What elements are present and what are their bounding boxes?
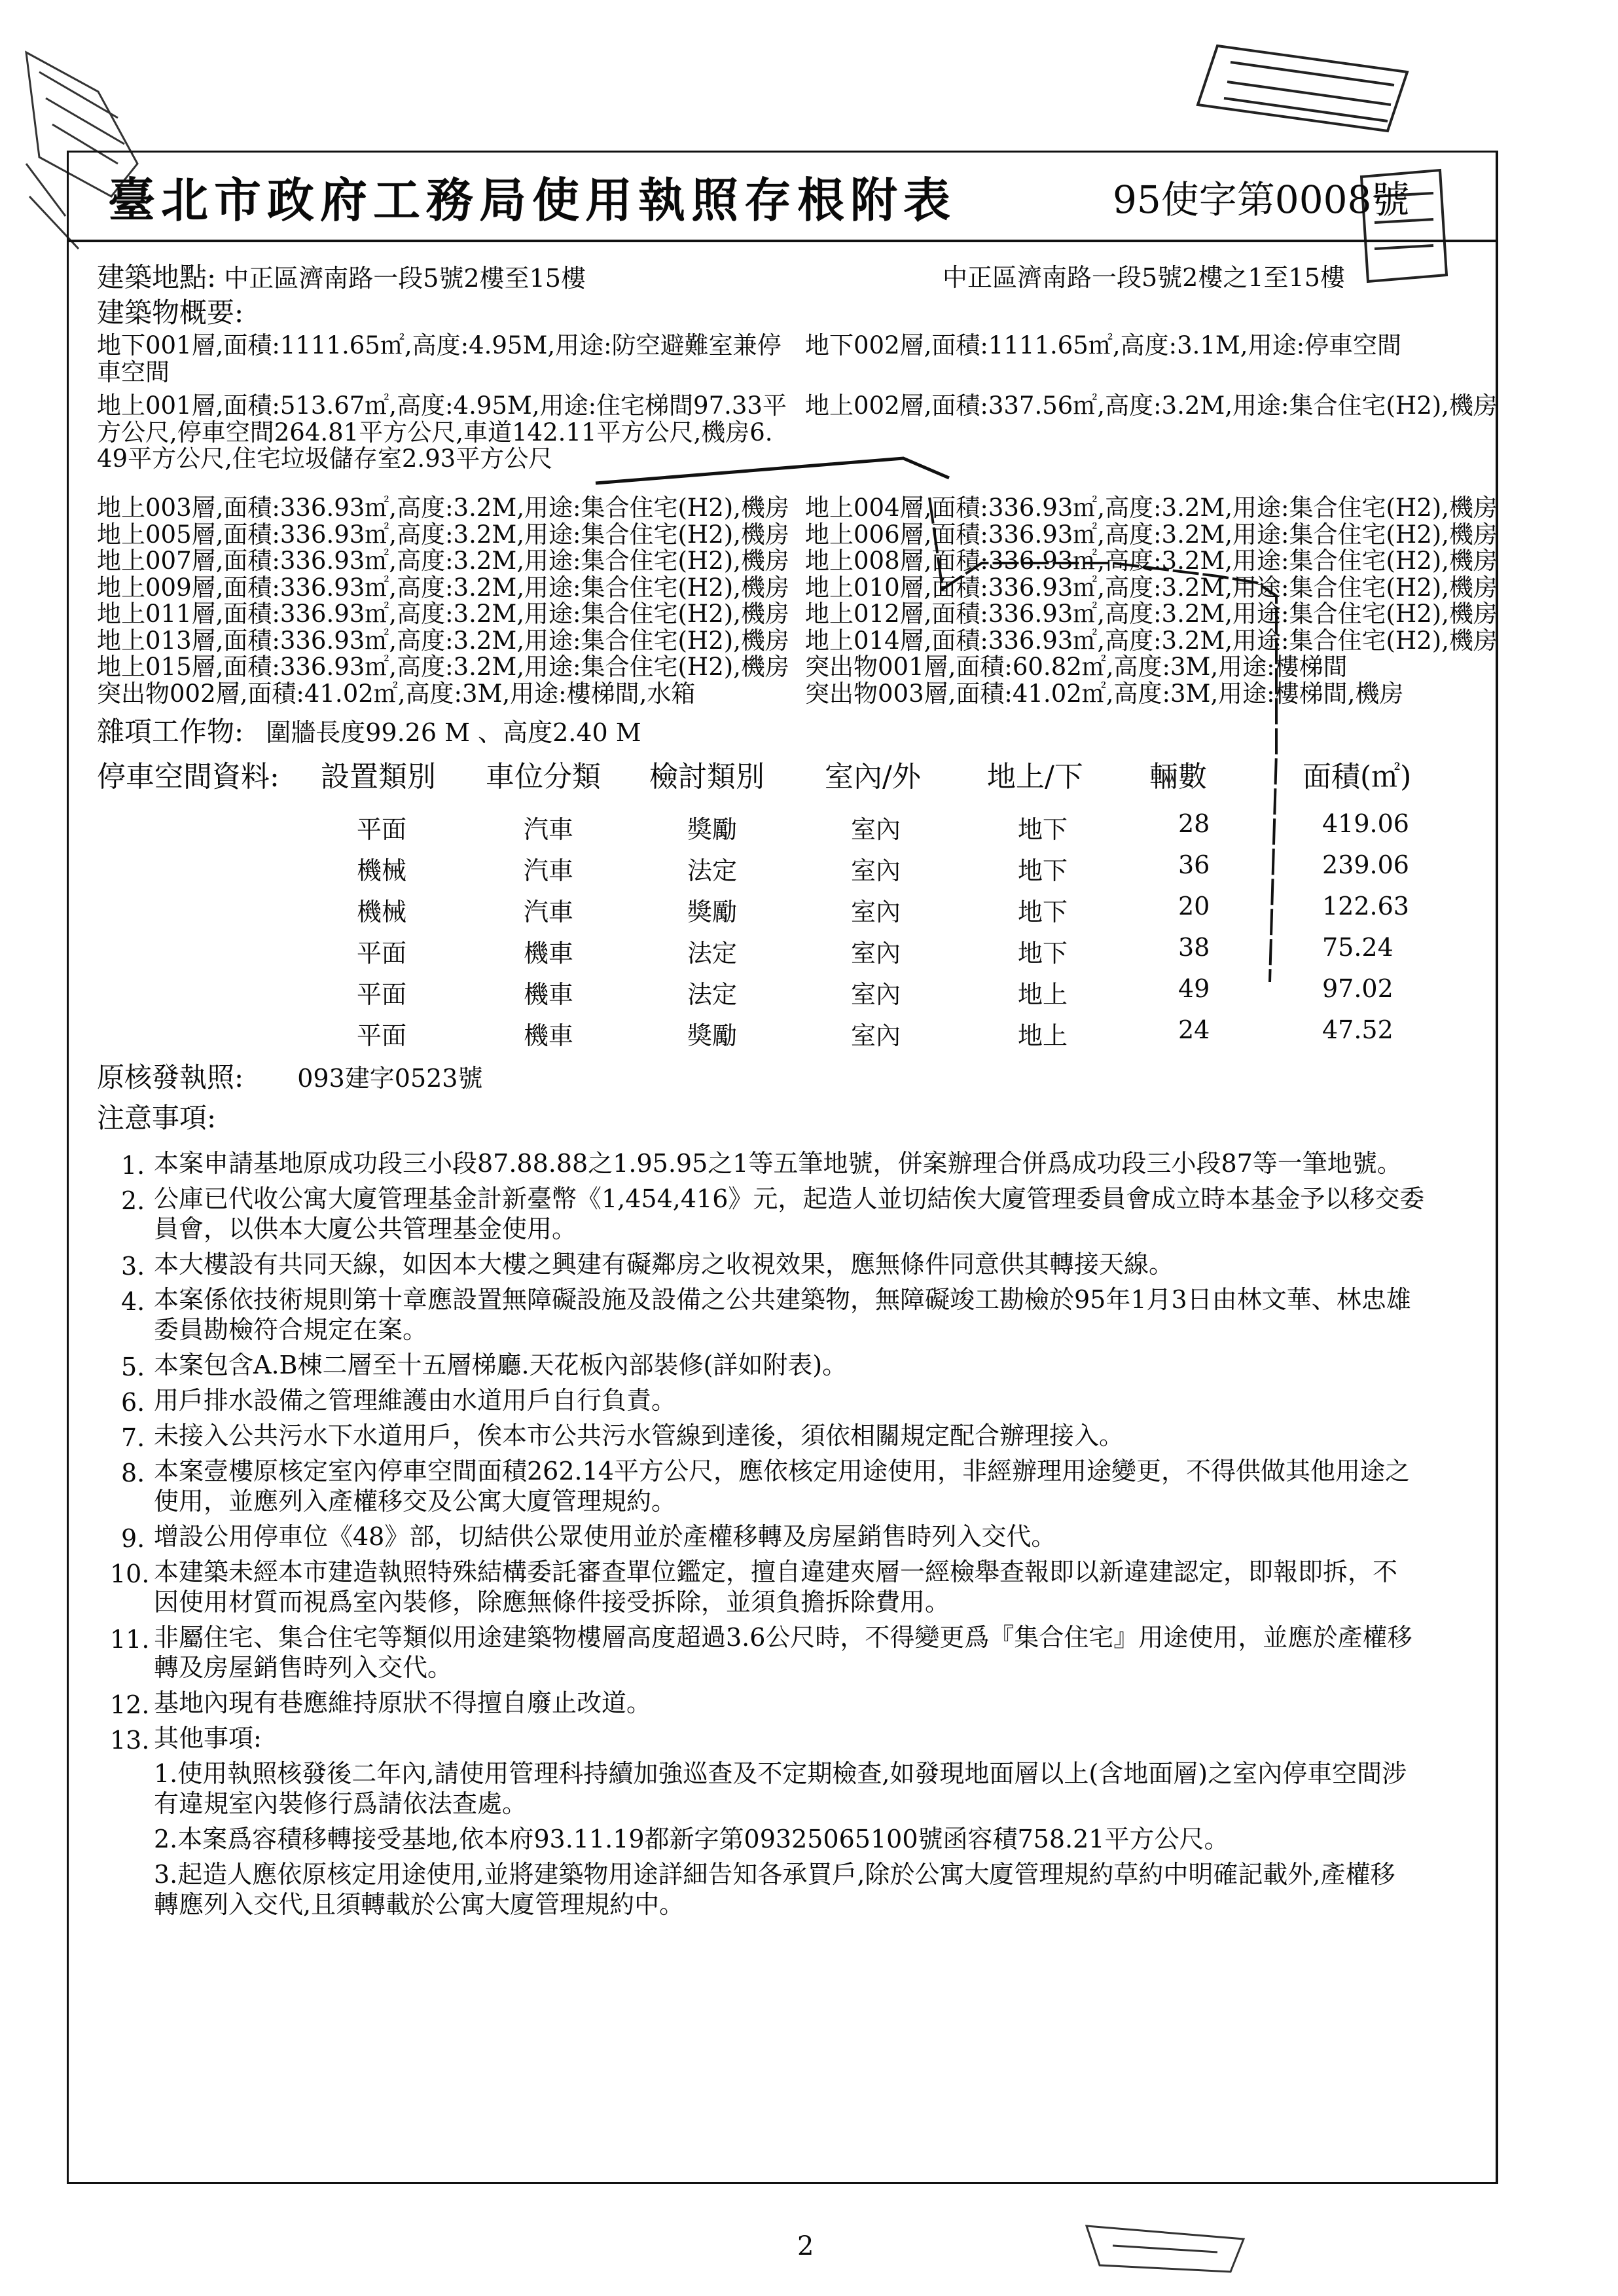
note-number: 2. bbox=[121, 1186, 145, 1215]
parking-cell: 平面 bbox=[357, 1021, 407, 1050]
parking-cell: 獎勵 bbox=[687, 1021, 738, 1050]
note-number: 8. bbox=[121, 1459, 145, 1487]
parking-cell: 獎勵 bbox=[687, 815, 738, 844]
parking-cell: 機械 bbox=[357, 856, 407, 885]
original-permit-row bbox=[97, 1061, 483, 1093]
parking-cell: 法定 bbox=[687, 980, 738, 1009]
floor-entry: 地上010層,面積:336.93㎡,高度:3.2M,用途:集合住宅(H2),機房 bbox=[805, 573, 1498, 602]
parking-cell: 室內 bbox=[851, 939, 901, 968]
note-line: 使用，並應列入產權移交及公寓大廈管理規約。 bbox=[154, 1487, 677, 1516]
parking-cell: 室內 bbox=[851, 1021, 901, 1050]
note-line: 其他事項: bbox=[154, 1724, 262, 1753]
parking-cell: 75.24 bbox=[1322, 933, 1393, 962]
note-line: 公庫已代收公寓大廈管理基金計新臺幣《1,454,416》元，起造人並切結俟大廈管理委員會成立時本基金予以移交委 bbox=[154, 1184, 1425, 1213]
parking-cell: 地上 bbox=[1018, 1021, 1068, 1050]
note-number: 9. bbox=[121, 1524, 145, 1553]
note-line: 本案壹樓原核定室內停車空間面積262.14平方公尺，應依核定用途使用，非經辦理用途變更，不得供做其他用途之 bbox=[154, 1457, 1410, 1485]
parking-cell: 49 bbox=[1178, 974, 1210, 1003]
page-number: 2 bbox=[797, 2231, 814, 2261]
note-line: 未接入公共污水下水道用戶，俟本市公共污水管線到達後，須依相關規定配合辦理接入。 bbox=[154, 1421, 1124, 1450]
original-permit-value: 093建字0523號 bbox=[297, 1064, 483, 1093]
note-line: 員會，以供本大廈公共管理基金使用。 bbox=[154, 1214, 577, 1243]
parking-header: 輛數 bbox=[1149, 760, 1207, 793]
misc-works-value: 圍牆長度99.26 M 、高度2.40 M bbox=[266, 718, 641, 747]
note-line: 本案係依技術規則第十章應設置無障礙設施及設備之公共建築物，無障礙竣工勘檢於95年1月3日由林文華、林忠雄 bbox=[154, 1285, 1411, 1314]
note-number: 13. bbox=[110, 1726, 150, 1755]
note-line: 本大樓設有共同天線，如因本大樓之興建有礙鄰房之收視效果，應無條件同意供其轉接天線。 bbox=[154, 1250, 1174, 1279]
note-line: 用戶排水設備之管理維護由水道用戶自行負責。 bbox=[154, 1386, 677, 1415]
note-number: 6. bbox=[121, 1388, 145, 1417]
note-number: 1. bbox=[121, 1151, 145, 1180]
floor-f1-line: 地上001層,面積:513.67㎡,高度:4.95M,用途:住宅梯間97.33平 bbox=[97, 392, 787, 420]
floor-b1-line: 車空間 bbox=[97, 357, 170, 386]
other-note-line: 有違規室內裝修行爲請依法查處。 bbox=[154, 1789, 528, 1818]
parking-cell: 室內 bbox=[851, 980, 901, 1009]
parking-cell: 97.02 bbox=[1322, 974, 1393, 1003]
note-line: 基地內現有巷應維持原狀不得擅自廢止改道。 bbox=[154, 1688, 652, 1717]
floor-entry: 地上008層,面積:336.93㎡,高度:3.2M,用途:集合住宅(H2),機房 bbox=[805, 547, 1498, 575]
floor-entry: 地上014層,面積:336.93㎡,高度:3.2M,用途:集合住宅(H2),機房 bbox=[805, 626, 1498, 655]
parking-cell: 239.06 bbox=[1322, 850, 1409, 879]
floor-entry: 地上004層,面積:336.93㎡,高度:3.2M,用途:集合住宅(H2),機房 bbox=[805, 494, 1498, 522]
address-right: 中正區濟南路一段5號2樓之1至15樓 bbox=[943, 263, 1345, 292]
parking-cell: 機車 bbox=[524, 939, 574, 968]
parking-cell: 地上 bbox=[1018, 980, 1068, 1009]
note-line: 增設公用停車位《48》部，切結供公眾使用並於產權移轉及房屋銷售時列入交代。 bbox=[154, 1522, 1056, 1551]
floor-b2: 地下002層,面積:1111.65㎡,高度:3.1M,用途:停車空間 bbox=[805, 331, 1402, 359]
note-line: 委員勘檢符合規定在案。 bbox=[154, 1315, 428, 1344]
floor-entry: 地上015層,面積:336.93㎡,高度:3.2M,用途:集合住宅(H2),機房 bbox=[97, 653, 789, 681]
address-row bbox=[97, 261, 586, 293]
other-note-line: 3.起造人應依原核定用途使用,並將建築物用途詳細告知各承買戶,除於公寓大廈管理規約草約中明確記載外,產權移 bbox=[154, 1860, 1395, 1889]
left-floor-list bbox=[97, 495, 789, 707]
parking-cell: 地下 bbox=[1018, 815, 1068, 844]
floor-entry: 地上005層,面積:336.93㎡,高度:3.2M,用途:集合住宅(H2),機房 bbox=[97, 520, 789, 549]
other-note-line: 2.本案爲容積移轉接受基地,依本府93.11.19都新字第09325065100號函容積758.21平方公尺。 bbox=[154, 1825, 1229, 1853]
note-number: 12. bbox=[110, 1690, 150, 1719]
parking-cell: 47.52 bbox=[1322, 1015, 1393, 1044]
bottom-stamp bbox=[1087, 2226, 1244, 2272]
floor-b1 bbox=[97, 333, 782, 386]
parking-header: 車位分類 bbox=[486, 760, 601, 793]
parking-cell: 機械 bbox=[357, 898, 407, 926]
right-floor-list bbox=[805, 495, 1498, 707]
parking-cell: 平面 bbox=[357, 939, 407, 968]
floor-entry: 突出物003層,面積:41.02㎡,高度:3M,用途:樓梯間,機房 bbox=[805, 679, 1404, 708]
parking-cell: 122.63 bbox=[1322, 892, 1409, 920]
document-title: 臺北市政府工務局使用執照存根附表 bbox=[108, 172, 957, 228]
parking-cell: 汽車 bbox=[524, 815, 574, 844]
note-number: 11. bbox=[110, 1625, 150, 1654]
parking-cell: 地下 bbox=[1018, 898, 1068, 926]
floor-f1-line: 49平方公尺,住宅垃圾儲存室2.93平方公尺 bbox=[97, 445, 553, 473]
parking-cell: 法定 bbox=[687, 939, 738, 968]
address-label: 建築地點: bbox=[97, 261, 217, 293]
note-number: 4. bbox=[121, 1287, 145, 1316]
floor-f2: 地上002層,面積:337.56㎡,高度:3.2M,用途:集合住宅(H2),機房 bbox=[805, 392, 1498, 420]
floor-entry: 地上006層,面積:336.93㎡,高度:3.2M,用途:集合住宅(H2),機房 bbox=[805, 520, 1498, 549]
note-line: 本案包含A.B棟二層至十五層梯廳.天花板內部裝修(詳如附表)。 bbox=[154, 1351, 848, 1379]
parking-cell: 地下 bbox=[1018, 856, 1068, 885]
parking-cell: 汽車 bbox=[524, 898, 574, 926]
parking-header: 地上/下 bbox=[987, 760, 1083, 793]
parking-cell: 機車 bbox=[524, 980, 574, 1009]
notes-label: 注意事項: bbox=[97, 1102, 217, 1134]
parking-cell: 室內 bbox=[851, 856, 901, 885]
parking-cell: 室內 bbox=[851, 815, 901, 844]
note-line: 本建築未經本市建造執照特殊結構委託審查單位鑑定，擅自違建夾層一經檢舉查報即以新違建認定，即報即拆，不 bbox=[154, 1558, 1398, 1586]
original-permit-label: 原核發執照: bbox=[97, 1061, 244, 1093]
floor-b1-line: 地下001層,面積:1111.65㎡,高度:4.95M,用途:防空避難室兼停 bbox=[97, 331, 782, 359]
note-line: 轉及房屋銷售時列入交代。 bbox=[154, 1653, 453, 1682]
permit-number: 95使字第0008號 bbox=[1113, 177, 1410, 222]
other-note-line: 1.使用執照核發後二年內,請使用管理科持續加強巡查及不定期檢查,如發現地面層以上(含地面層)之室內停車空間涉 bbox=[154, 1759, 1407, 1788]
floor-entry: 突出物002層,面積:41.02㎡,高度:3M,用途:樓梯間,水箱 bbox=[97, 679, 696, 708]
parking-cell: 機車 bbox=[524, 1021, 574, 1050]
parking-cell: 平面 bbox=[357, 980, 407, 1009]
note-line: 本案申請基地原成功段三小段87.88.88之1.95.95之1等五筆地號，併案辦理合併爲成功段三小段87等一筆地號。 bbox=[154, 1149, 1402, 1178]
floor-entry: 地上011層,面積:336.93㎡,高度:3.2M,用途:集合住宅(H2),機房 bbox=[97, 600, 789, 628]
note-number: 5. bbox=[121, 1353, 145, 1381]
misc-works-label: 雜項工作物: bbox=[97, 716, 244, 748]
title-divider bbox=[67, 240, 1496, 242]
misc-works-row bbox=[97, 716, 641, 748]
note-number: 7. bbox=[121, 1423, 145, 1452]
parking-cell: 20 bbox=[1178, 892, 1210, 920]
parking-header: 檢討類別 bbox=[649, 760, 764, 793]
parking-cell: 平面 bbox=[357, 815, 407, 844]
parking-header: 面積(㎡) bbox=[1303, 760, 1412, 793]
floor-entry: 地上003層,面積:336.93㎡,高度:3.2M,用途:集合住宅(H2),機房 bbox=[97, 494, 789, 522]
floor-f1 bbox=[97, 393, 787, 473]
parking-cell: 28 bbox=[1178, 809, 1210, 838]
parking-header: 室內/外 bbox=[825, 760, 921, 793]
overview-label: 建築物概要: bbox=[97, 297, 244, 329]
floor-entry: 地上013層,面積:336.93㎡,高度:3.2M,用途:集合住宅(H2),機房 bbox=[97, 626, 789, 655]
parking-cell: 419.06 bbox=[1322, 809, 1409, 838]
address-left: 中正區濟南路一段5號2樓至15樓 bbox=[224, 264, 586, 293]
note-number: 10. bbox=[110, 1559, 150, 1588]
floor-entry: 地上012層,面積:336.93㎡,高度:3.2M,用途:集合住宅(H2),機房 bbox=[805, 600, 1498, 628]
parking-cell: 36 bbox=[1178, 850, 1210, 879]
note-number: 3. bbox=[121, 1252, 145, 1281]
floor-entry: 地上009層,面積:336.93㎡,高度:3.2M,用途:集合住宅(H2),機房 bbox=[97, 573, 789, 602]
parking-header: 設置類別 bbox=[321, 760, 436, 793]
parking-cell: 地下 bbox=[1018, 939, 1068, 968]
parking-cell: 室內 bbox=[851, 898, 901, 926]
note-line: 因使用材質而視爲室內裝修，除應無條件接受拆除，並須負擔拆除費用。 bbox=[154, 1588, 950, 1616]
parking-cell: 獎勵 bbox=[687, 898, 738, 926]
other-note-line: 轉應列入交代,且須轉載於公寓大廈管理規約中。 bbox=[154, 1890, 685, 1919]
parking-cell: 24 bbox=[1178, 1015, 1210, 1044]
floor-f1-line: 方公尺,停車空間264.81平方公尺,車道142.11平方公尺,機房6. bbox=[97, 418, 773, 446]
note-line: 非屬住宅、集合住宅等類似用途建築物樓層高度超過3.6公尺時，不得變更爲『集合住宅』用途使用，並應於產權移 bbox=[154, 1623, 1412, 1652]
parking-cell: 38 bbox=[1178, 933, 1210, 962]
floor-entry: 地上007層,面積:336.93㎡,高度:3.2M,用途:集合住宅(H2),機房 bbox=[97, 547, 789, 575]
floor-entry: 突出物001層,面積:60.82㎡,高度:3M,用途:樓梯間 bbox=[805, 653, 1348, 681]
parking-cell: 汽車 bbox=[524, 856, 574, 885]
parking-label: 停車空間資料: bbox=[97, 760, 279, 793]
parking-cell: 法定 bbox=[687, 856, 738, 885]
